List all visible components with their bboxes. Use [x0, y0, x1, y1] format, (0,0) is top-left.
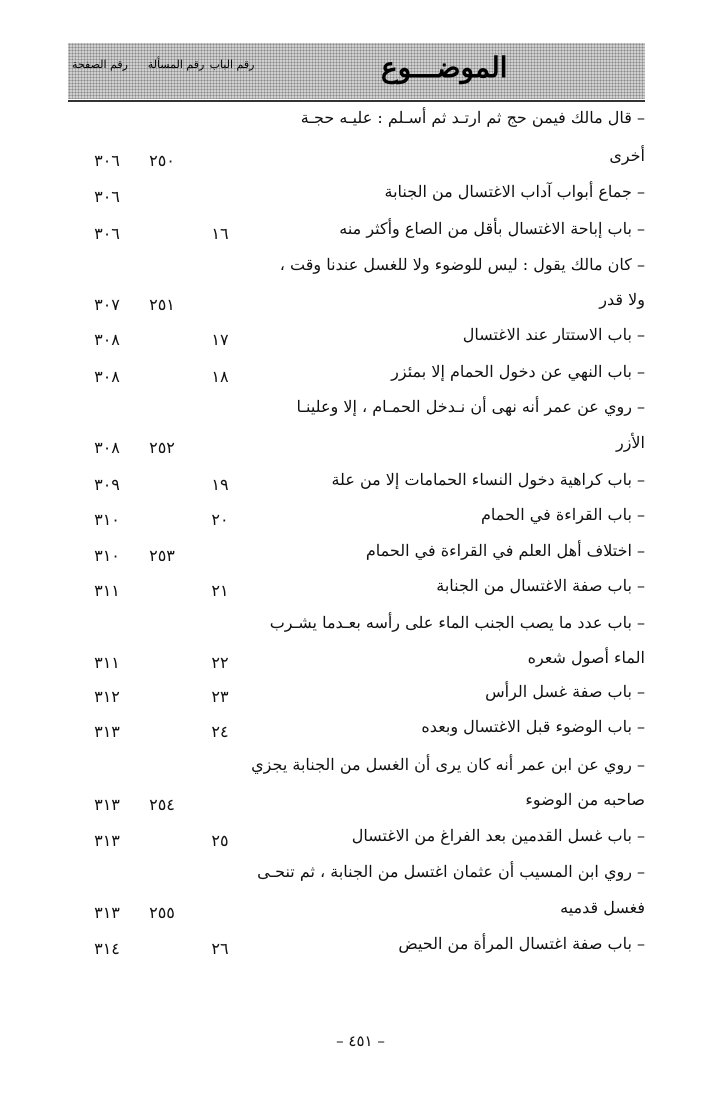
page-number: – ٤٥١ – — [336, 1032, 385, 1050]
entry-chapter: ٢٥ — [211, 831, 229, 850]
entry-page: ٣٠٦ — [94, 187, 120, 206]
entry-question: ٢٥٢ — [149, 438, 175, 457]
entry-page: ٣١٣ — [94, 903, 120, 922]
entry-title: – باب القراءة في الحمام — [481, 505, 645, 524]
entry-title: – باب إباحة الاغتسال بأقل من الصاع وأكثر منه — [339, 219, 645, 238]
entry-page: ٣٠٨ — [94, 438, 120, 457]
entry-title: – باب صفة غسل الرأس — [485, 682, 645, 701]
entry-title: – اختلاف أهل العلم في القراءة في الحمام — [365, 541, 645, 560]
table-header — [68, 43, 645, 99]
entry-title: – روي عن عمر أنه نهى أن نـدخل الحمـام ، إلا وعلينـا — [296, 397, 645, 416]
entry-chapter: ٢٦ — [211, 939, 229, 958]
entry-page: ٣١٣ — [94, 831, 120, 850]
header-chapter-number: رقم الباب — [209, 58, 255, 71]
entry-chapter: ٢٤ — [211, 722, 229, 741]
entry-page: ٣٠٦ — [94, 224, 120, 243]
entry-title: – روي عن ابن عمر أنه كان يرى أن الغسل من الجنابة يجزي — [251, 755, 645, 774]
entry-page: ٣٠٧ — [94, 295, 120, 314]
entry-title: – باب غسل القدمين بعد الفراغ من الاغتسال — [351, 826, 645, 845]
entry-title: – روي ابن المسيب أن عثمان اغتسل من الجنابة ، ثم تنحـى — [257, 862, 645, 881]
entry-title-cont: ولا قدر — [599, 290, 645, 309]
entry-title: – كان مالك يقول : ليس للوضوء ولا للغسل عندنا وقت ، — [279, 255, 645, 274]
header-rule — [68, 100, 645, 102]
entry-title-cont: الماء أصول شعره — [527, 648, 645, 667]
entry-question: ٢٥٣ — [149, 546, 175, 565]
entry-title: – باب النهي عن دخول الحمام إلا بمئزر — [391, 362, 645, 381]
entry-title: – باب عدد ما يصب الجنب الماء على رأسه بعـدما يشـرب — [269, 613, 645, 632]
entry-page: ٣٠٨ — [94, 367, 120, 386]
entry-page: ٣٠٩ — [94, 475, 120, 494]
entry-title: – جماع أبواب آداب الاغتسال من الجنابة — [384, 182, 645, 201]
entry-title: – باب كراهية دخول النساء الحمامات إلا من علة — [331, 470, 645, 489]
header-page-number: رقم الصفحة — [72, 58, 128, 71]
entry-page: ٣١١ — [94, 581, 120, 600]
entry-title: – قال مالك فيمن حج ثم ارتـد ثم أسـلم : عليـه حجـة — [300, 108, 645, 127]
header-title: الموضـــوع — [381, 51, 508, 84]
entry-title: – باب صفة اغتسال المرأة من الحيض — [398, 934, 645, 953]
entry-page: ٣٠٦ — [94, 151, 120, 170]
entry-question: ٢٥٥ — [149, 903, 175, 922]
entry-chapter: ٢٠ — [211, 510, 229, 529]
entry-page: ٣١١ — [94, 653, 120, 672]
entry-chapter: ٢٣ — [211, 687, 229, 706]
entry-chapter: ٢٢ — [211, 653, 229, 672]
entry-question: ٢٥٤ — [149, 795, 175, 814]
entry-chapter: ١٦ — [211, 224, 229, 243]
entry-page: ٣٠٨ — [94, 330, 120, 349]
entry-page: ٣١٤ — [94, 939, 120, 958]
entry-page: ٣١٠ — [94, 546, 120, 565]
entry-page: ٣١٢ — [94, 687, 120, 706]
entry-title: – باب صفة الاغتسال من الجنابة — [436, 576, 645, 595]
entry-page: ٣١٠ — [94, 510, 120, 529]
entry-question: ٢٥١ — [149, 295, 175, 314]
entry-title-cont: فغسل قدميه — [560, 898, 645, 917]
entry-page: ٣١٣ — [94, 795, 120, 814]
entry-title: – باب الوضوء قبل الاغتسال وبعده — [421, 717, 645, 736]
entry-title-cont: الأزر — [615, 433, 645, 452]
entry-chapter: ١٧ — [211, 330, 229, 349]
entry-page: ٣١٣ — [94, 722, 120, 741]
header-question-number: رقم المسألة — [147, 58, 205, 71]
entry-chapter: ٢١ — [211, 581, 229, 600]
entry-chapter: ١٩ — [211, 475, 229, 494]
entry-chapter: ١٨ — [211, 367, 229, 386]
entry-question: ٢٥٠ — [149, 151, 175, 170]
entry-title-cont: صاحبه من الوضوء — [525, 790, 645, 809]
entry-title: – باب الاستتار عند الاغتسال — [462, 325, 645, 344]
entry-title-cont: أخرى — [609, 146, 645, 165]
